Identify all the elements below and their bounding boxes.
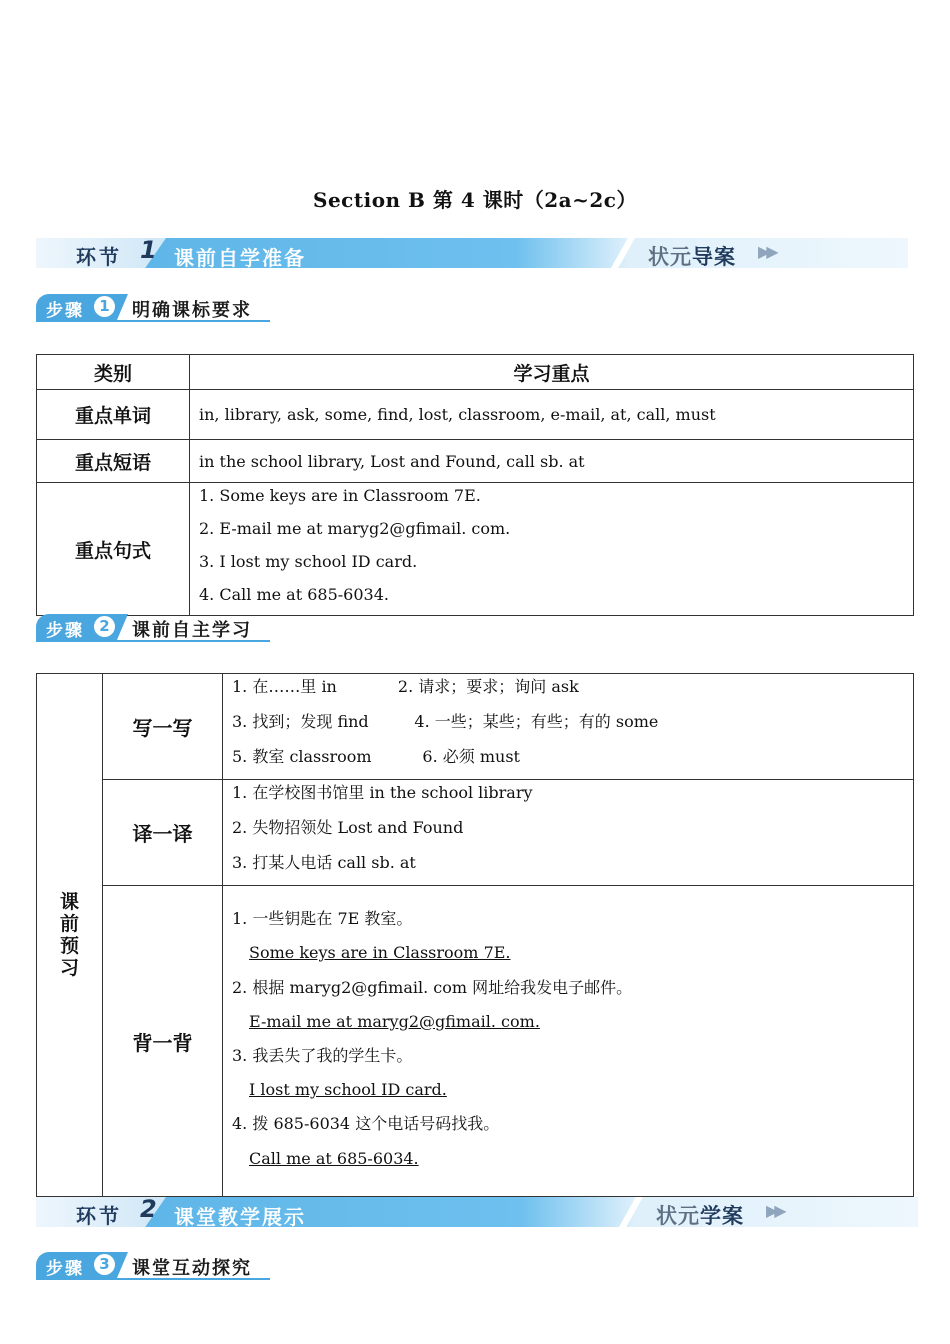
category-phrases: 重点短语 [37, 440, 190, 483]
key-words: in, library, ask, some, find, lost, classroom, e-mail, at, call, must [190, 390, 914, 440]
banner-brand: 状元导案 [648, 245, 736, 269]
recite-en: I lost my school ID card. [249, 1080, 447, 1100]
recite-en: Call me at 685-6034. [249, 1148, 419, 1168]
category-sentences: 重点句式 [37, 483, 190, 616]
step-tag-1 [36, 294, 270, 322]
write-line: 5. 教室 classroom 6. 必须 must [232, 747, 520, 766]
translate-line: 3. 打某人电话 call sb. at [232, 853, 416, 872]
recite-cn: 1. 一些钥匙在 7E 教室。 [232, 909, 413, 929]
double-arrow-icon: ▶▶ [758, 242, 775, 261]
step-word: 步骤 [46, 1259, 84, 1279]
double-arrow-icon: ▶▶ [766, 1201, 783, 1220]
recite-cn: 2. 根据 maryg2@gfimail. com 网址给我发电子邮件。 [232, 977, 633, 997]
preview-table [36, 673, 914, 1197]
section-banner-1 [36, 238, 908, 268]
step-title: 课前自主学习 [132, 620, 252, 641]
sentence-line: 1. Some keys are in Classroom 7E. [199, 486, 481, 505]
step-number: 2 [94, 616, 115, 637]
banner-tag: 环节 [76, 245, 122, 269]
sentence-line: 4. Call me at 685-6034. [199, 585, 389, 604]
section-banner-2 [36, 1197, 918, 1227]
recite-label: 背一背 [103, 886, 223, 1197]
page-title: Section B 第 4 课时（2a~2c） [313, 188, 637, 212]
recite-en: Some keys are in Classroom 7E. [249, 943, 511, 963]
banner-divider [611, 238, 635, 268]
banner-number: 2 [140, 1195, 157, 1223]
write-label: 写一写 [103, 674, 223, 780]
step-title: 课堂互动探究 [132, 1258, 252, 1279]
write-line: 1. 在……里 in 2. 请求；要求；询问 ask [232, 677, 579, 696]
sentence-line: 2. E-mail me at maryg2@gfimail. com. [199, 519, 511, 538]
translate-content [223, 780, 914, 886]
banner-number: 1 [140, 236, 157, 264]
key-sentences [190, 483, 914, 616]
header-focus: 学习重点 [190, 355, 914, 390]
step-tag-3 [36, 1252, 270, 1280]
step-number: 3 [94, 1254, 115, 1275]
header-category: 类别 [37, 355, 190, 390]
step-tag-2 [36, 614, 270, 642]
banner-title: 课前自学准备 [174, 246, 306, 270]
recite-cn: 4. 拨 685-6034 这个电话号码找我。 [232, 1114, 500, 1134]
recite-cn: 3. 我丢失了我的学生卡。 [232, 1046, 413, 1065]
banner-title: 课堂教学展示 [174, 1205, 306, 1229]
recite-content [223, 886, 914, 1197]
sentence-line: 3. I lost my school ID card. [199, 552, 418, 571]
banner-divider [619, 1197, 643, 1227]
translate-label: 译一译 [103, 780, 223, 886]
banner-brand: 状元学案 [656, 1204, 744, 1228]
step-number: 1 [94, 296, 115, 317]
step-word: 步骤 [46, 621, 84, 641]
step-word: 步骤 [46, 301, 84, 321]
step-title: 明确课标要求 [132, 300, 252, 321]
banner-tag: 环节 [76, 1204, 122, 1228]
key-phrases: in the school library, Lost and Found, call sb. at [190, 440, 914, 483]
write-line: 3. 找到；发现 find 4. 一些；某些；有些；有的 some [232, 712, 659, 731]
translate-line: 2. 失物招领处 Lost and Found [232, 818, 464, 837]
key-points-table [36, 354, 914, 616]
write-content [223, 674, 914, 780]
recite-en: E-mail me at maryg2@gfimail. com. [249, 1011, 540, 1031]
translate-line: 1. 在学校图书馆里 in the school library [232, 783, 533, 802]
category-words: 重点单词 [37, 390, 190, 440]
preview-section-label: 课 前 预 习 [37, 674, 103, 1197]
